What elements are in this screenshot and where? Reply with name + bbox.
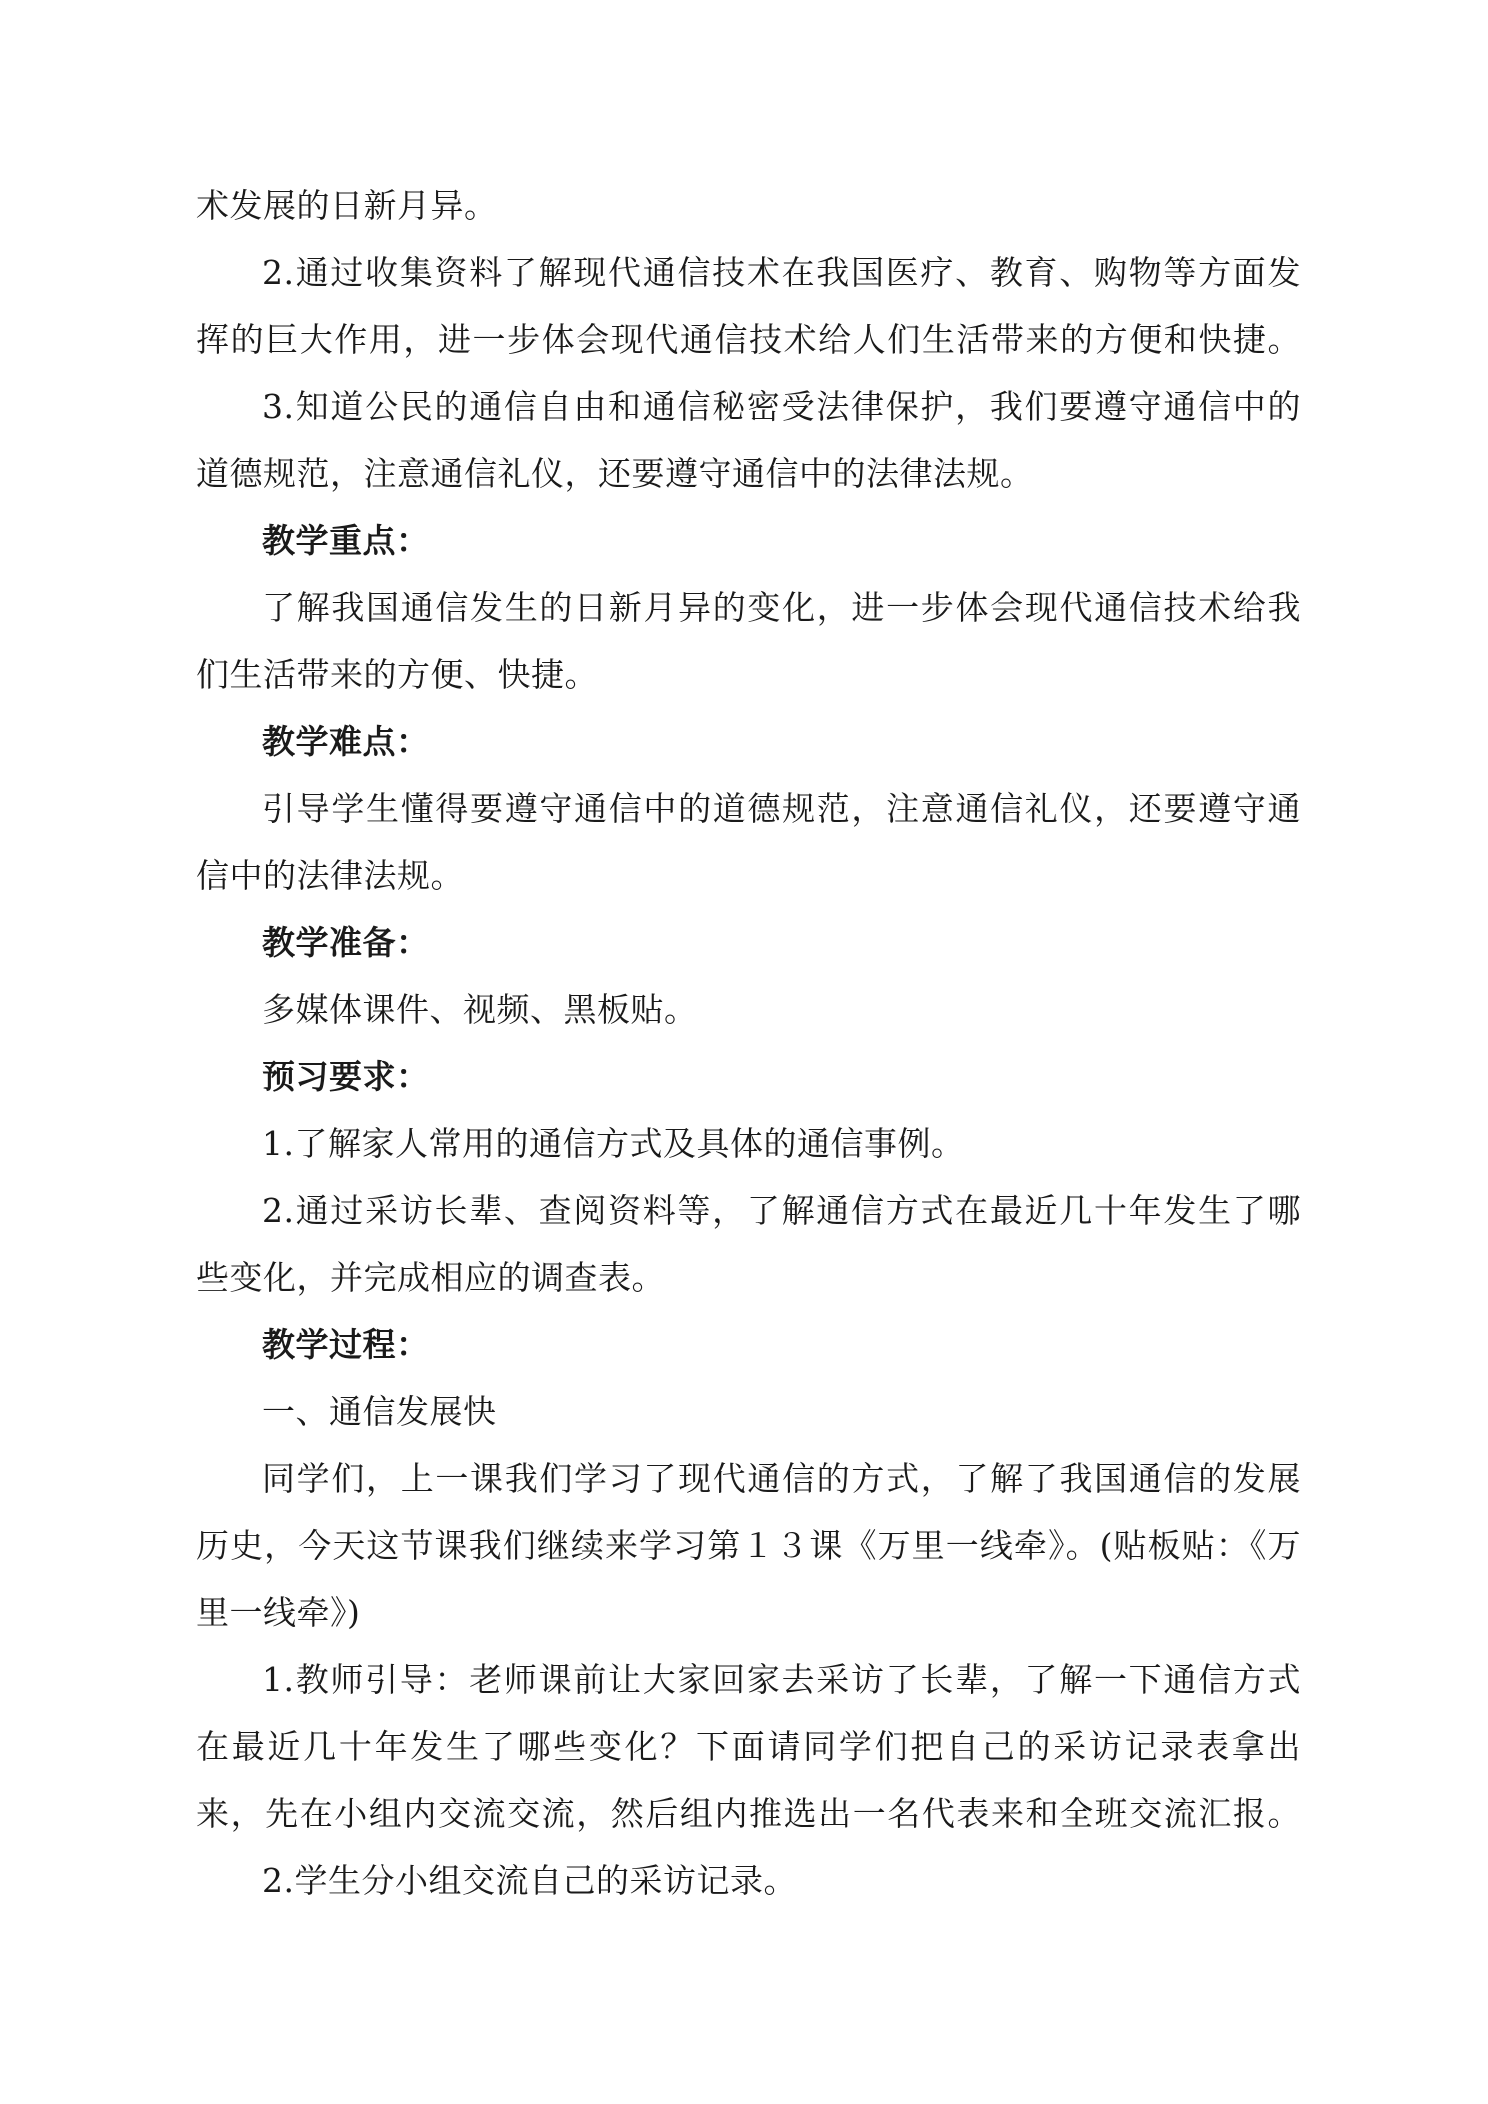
text-line: 一、通信发展快	[262, 1392, 497, 1431]
section-heading: 教学重点：	[262, 521, 430, 560]
text-line: 些变化，并完成相应的调查表。	[196, 1258, 665, 1297]
section-heading: 教学过程：	[262, 1325, 430, 1364]
section-heading: 预习要求：	[262, 1057, 430, 1096]
text-line: 引导学生懂得要遵守通信中的道德规范，注意通信礼仪，还要遵守通	[262, 789, 1301, 828]
text-line: 历史，今天这节课我们继续来学习第１３课《万里一线牵》。(贴板贴：《万	[196, 1526, 1301, 1565]
text-line: 们生活带来的方便、快捷。	[196, 655, 598, 694]
document-body	[196, 172, 1301, 1914]
text-line: 信中的法律法规。	[196, 856, 464, 895]
text-line: 术发展的日新月异。	[196, 186, 498, 225]
text-line: 多媒体课件、视频、黑板贴。	[262, 990, 698, 1029]
text-line: 1.教师引导：老师课前让大家回家去采访了长辈，了解一下通信方式	[262, 1660, 1301, 1699]
text-line: 2.通过收集资料了解现代通信技术在我国医疗、教育、购物等方面发	[262, 253, 1301, 292]
text-line: 道德规范，注意通信礼仪，还要遵守通信中的法律法规。	[196, 454, 1034, 493]
text-line: 在最近几十年发生了哪些变化？下面请同学们把自己的采访记录表拿出	[196, 1727, 1301, 1766]
text-line: 3.知道公民的通信自由和通信秘密受法律保护，我们要遵守通信中的	[262, 387, 1301, 426]
text-line: 2.学生分小组交流自己的采访记录。	[262, 1861, 797, 1900]
text-line: 1.了解家人常用的通信方式及具体的通信事例。	[262, 1124, 965, 1163]
text-line: 挥的巨大作用，进一步体会现代通信技术给人们生活带来的方便和快捷。	[196, 320, 1301, 359]
text-line: 2.通过采访长辈、查阅资料等，了解通信方式在最近几十年发生了哪	[262, 1191, 1301, 1230]
text-line: 来，先在小组内交流交流，然后组内推选出一名代表来和全班交流汇报。	[196, 1794, 1301, 1833]
section-heading: 教学准备：	[262, 923, 430, 962]
text-line: 同学们，上一课我们学习了现代通信的方式，了解了我国通信的发展	[262, 1459, 1301, 1498]
section-heading: 教学难点：	[262, 722, 430, 761]
text-line: 里一线牵》)	[196, 1593, 361, 1632]
text-line: 了解我国通信发生的日新月异的变化，进一步体会现代通信技术给我	[262, 588, 1301, 627]
